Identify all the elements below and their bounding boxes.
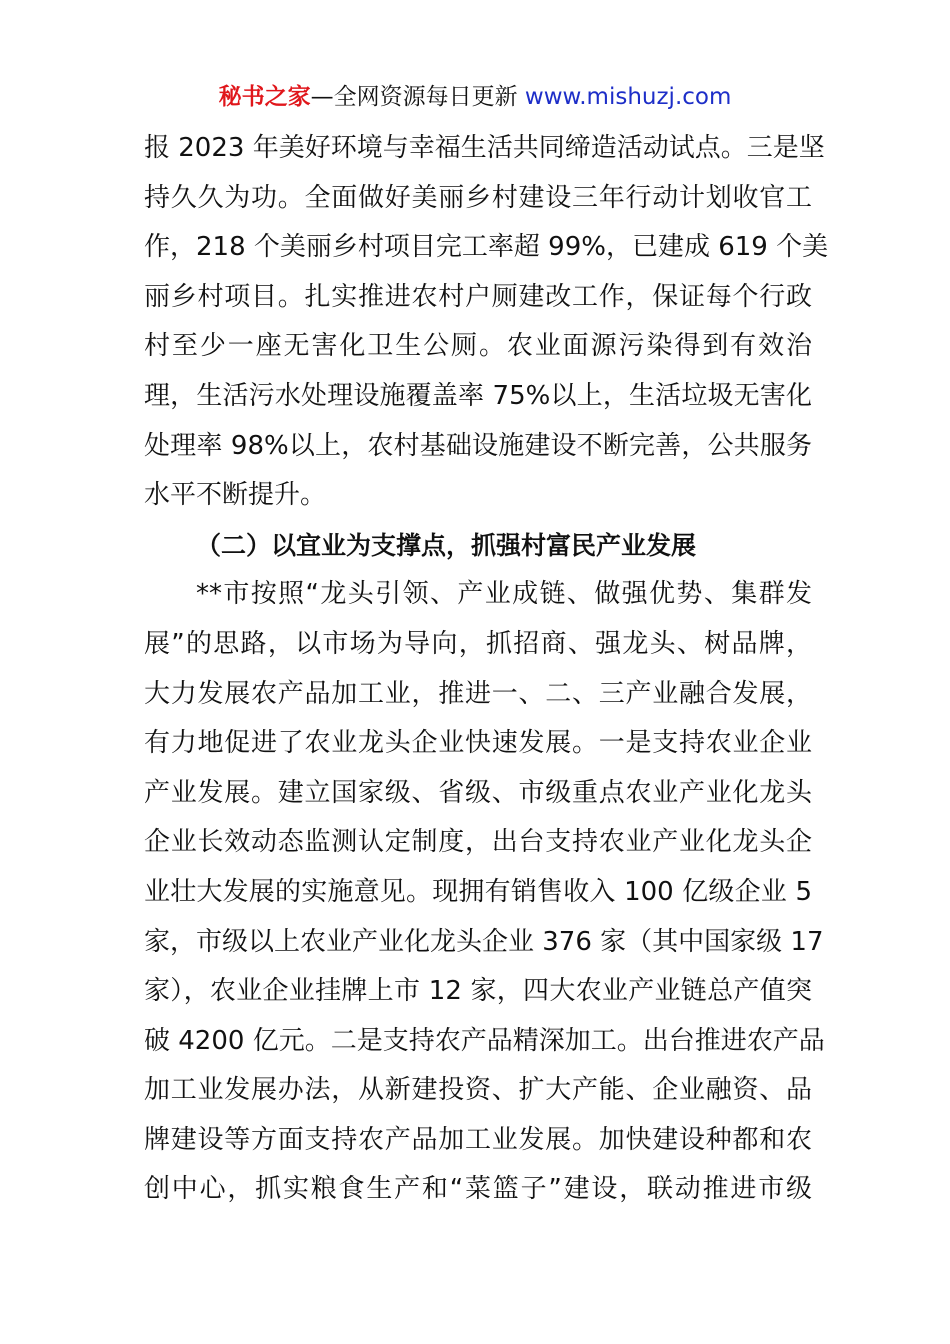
text-line: 破 4200 亿元。二是支持农产品精深加工。出台推进农产品 (144, 1025, 825, 1056)
text-line: 家），农业企业挂牌上市 12 家，四大农业产业链总产值突 (144, 976, 812, 1007)
text-line: 有力地促进了农业龙头企业快速发展。一是支持农业企业 (144, 728, 812, 759)
brand-name: 秘书之家 (218, 84, 311, 110)
text-line: 产业发展。建立国家级、省级、市级重点农业产业化龙头 (144, 777, 812, 808)
text-line: 加工业发展办法，从新建投资、扩大产能、企业融资、品 (144, 1075, 812, 1106)
text-line: 企业长效动态监测认定制度，出台支持农业产业化龙头企 (144, 827, 812, 858)
text-line: 创中心，抓实粮食生产和“菜篮子”建设，联动推进市级 (144, 1174, 812, 1205)
header-tagline: —全网资源每日更新 (310, 84, 518, 110)
text-line: 理，生活污水处理设施覆盖率 75%以上，生活垃圾无害化 (144, 380, 812, 411)
text-line: 家，市级以上农业产业化龙头企业 376 家（其中国家级 17 (144, 926, 824, 957)
document-body (144, 124, 829, 1215)
text-line: 报 2023 年美好环境与幸福生活共同缔造活动试点。三是坚 (144, 133, 825, 163)
paragraph-2 (144, 570, 825, 1215)
text-line: 村至少一座无害化卫生公厕。农业面源污染得到有效治 (144, 331, 812, 362)
text-line: 业壮大发展的实施意见。现拥有销售收入 100 亿级企业 5 (144, 876, 812, 907)
text-line: 丽乡村项目。扎实推进农村户厕建改工作，保证每个行政 (144, 281, 812, 312)
page-header (0, 82, 950, 112)
text-line: 持久久为功。全面做好美丽乡村建设三年行动计划收官工 (144, 182, 812, 213)
text-line: 作，218 个美丽乡村项目完工率超 99%，已建成 619 个美 (144, 232, 829, 263)
site-url-link[interactable]: www.mishuzj.com (524, 84, 732, 110)
text-line: 大力发展农产品加工业，推进一、二、三产业融合发展， (144, 678, 812, 709)
text-line: 牌建设等方面支持农产品加工业发展。加快建设种都和农 (144, 1124, 812, 1155)
text-line: 水平不断提升。 (144, 480, 327, 511)
text-line: 处理率 98%以上，农村基础设施建设不断完善，公共服务 (144, 430, 812, 461)
paragraph-1 (144, 124, 829, 521)
section-heading: （二）以宜业为支撑点，抓强村富民产业发展 (196, 530, 697, 560)
text-line: 展”的思路，以市场为导向，抓招商、强龙头、树品牌， (144, 628, 812, 659)
text-line: **市按照“龙头引领、产业成链、做强优势、集群发 (196, 579, 812, 610)
